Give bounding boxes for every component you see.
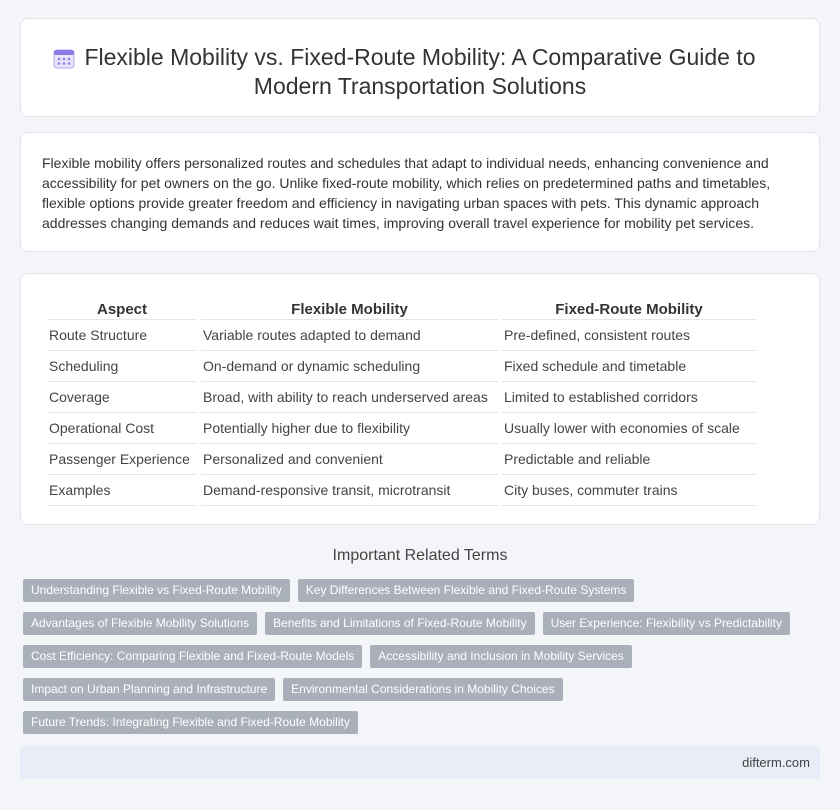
header-flexible: Flexible Mobility — [201, 296, 498, 320]
related-term-tag[interactable]: Benefits and Limitations of Fixed-Route Mobility — [265, 612, 534, 635]
cell-fixed: City buses, commuter trains — [502, 475, 756, 506]
cell-aspect: Route Structure — [47, 320, 197, 351]
related-terms-title: Important Related Terms — [332, 547, 508, 564]
cell-flexible: Potentially higher due to flexibility — [201, 413, 498, 444]
related-term-tag[interactable]: Impact on Urban Planning and Infrastructure — [23, 678, 275, 701]
cell-fixed: Limited to established corridors — [502, 382, 756, 413]
cell-flexible: Demand-responsive transit, microtransit — [201, 475, 498, 506]
cell-aspect: Scheduling — [47, 351, 197, 382]
related-term-tag[interactable]: Environmental Considerations in Mobility Choices — [283, 678, 562, 701]
footer — [20, 746, 820, 779]
cell-fixed: Predictable and reliable — [502, 444, 756, 475]
related-term-tag[interactable]: User Experience: Flexibility vs Predictability — [543, 612, 790, 635]
related-term-tag[interactable]: Advantages of Flexible Mobility Solutions — [23, 612, 257, 635]
cell-aspect: Coverage — [47, 382, 197, 413]
related-term-tag[interactable]: Key Differences Between Flexible and Fixed-Route Systems — [298, 579, 635, 602]
cell-flexible: Broad, with ability to reach underserved areas — [201, 382, 498, 413]
header-aspect: Aspect — [47, 296, 197, 320]
related-term-tag[interactable]: Accessibility and Inclusion in Mobility Services — [370, 645, 631, 668]
table-row — [47, 475, 756, 506]
related-terms-list — [23, 579, 803, 734]
related-term-tag[interactable]: Cost Efficiency: Comparing Flexible and Fixed-Route Models — [23, 645, 362, 668]
related-term-tag[interactable]: Future Trends: Integrating Flexible and Fixed-Route Mobility — [23, 711, 358, 734]
site-link[interactable]: difterm.com — [742, 755, 810, 770]
table-header-row — [47, 296, 756, 320]
cell-fixed: Fixed schedule and timetable — [502, 351, 756, 382]
cell-aspect: Examples — [47, 475, 197, 506]
title-card — [20, 18, 820, 117]
related-term-tag[interactable]: Understanding Flexible vs Fixed-Route Mobility — [23, 579, 290, 602]
comparison-table — [43, 296, 760, 506]
intro-paragraph: Flexible mobility offers personalized routes and schedules that adapt to individual needs, enhancing convenience and accessibility for pet owners on the go. Unlike fixed-route mobility, which relies on predetermined paths and timetables, flexible options provide greater freedom and efficiency in navigating urban spaces with pets. This dynamic approach addresses changing demands and reduces wait times, improving overall travel experience for mobility pet services. — [42, 155, 771, 231]
cell-fixed: Usually lower with economies of scale — [502, 413, 756, 444]
table-row — [47, 351, 756, 382]
header-fixed: Fixed-Route Mobility — [502, 296, 756, 320]
intro-card — [20, 132, 820, 252]
cell-fixed: Pre-defined, consistent routes — [502, 320, 756, 351]
cell-flexible: Personalized and convenient — [201, 444, 498, 475]
cell-flexible: On-demand or dynamic scheduling — [201, 351, 498, 382]
cell-flexible: Variable routes adapted to demand — [201, 320, 498, 351]
table-row — [47, 382, 756, 413]
table-row — [47, 413, 756, 444]
cell-aspect: Passenger Experience — [47, 444, 197, 475]
table-row — [47, 444, 756, 475]
comparison-card — [20, 273, 820, 525]
cell-aspect: Operational Cost — [47, 413, 197, 444]
page-title: Flexible Mobility vs. Fixed-Route Mobility: A Comparative Guide to Modern Transportation Solutions — [84, 44, 756, 99]
table-row — [47, 320, 756, 351]
